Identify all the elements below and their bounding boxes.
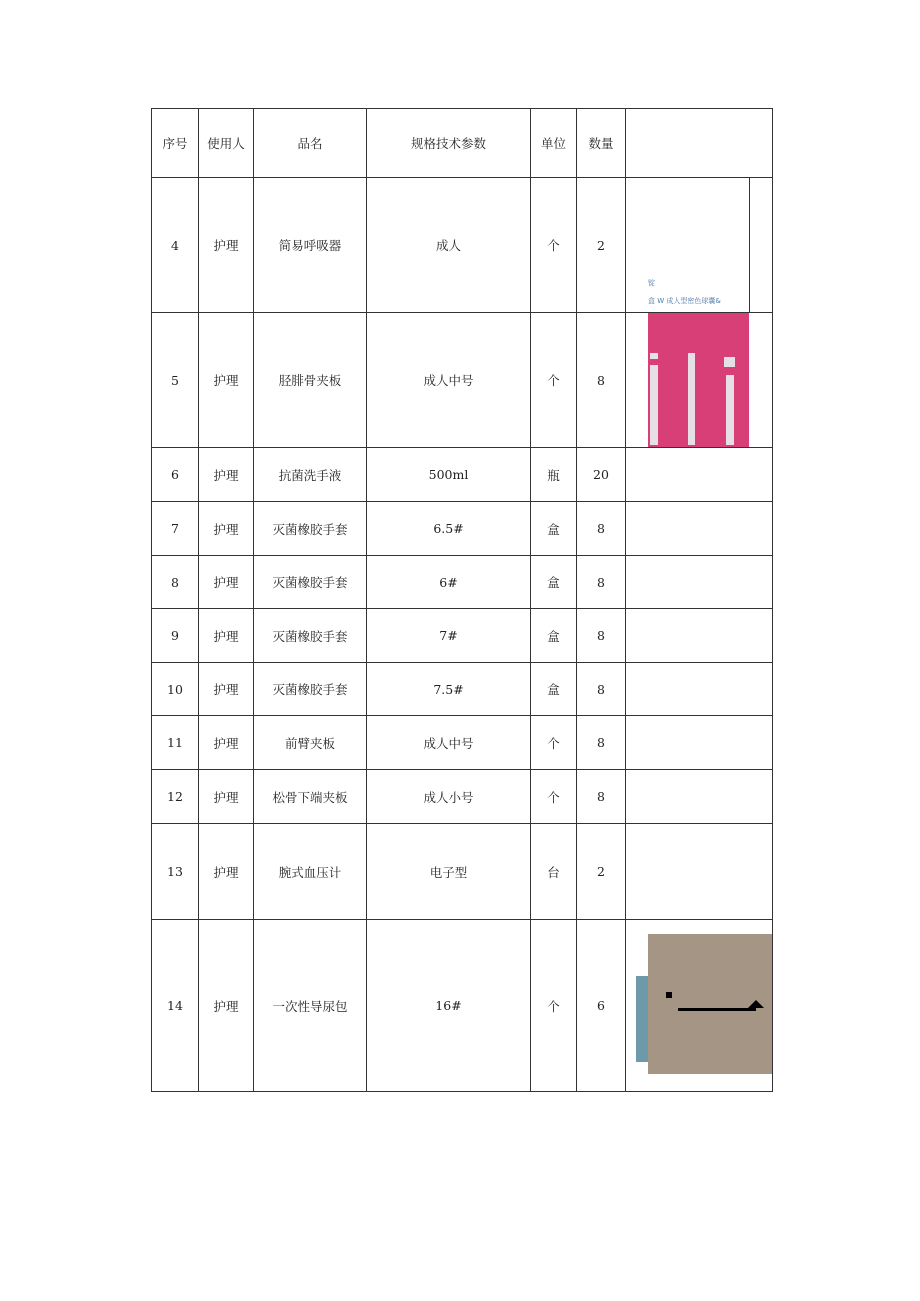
- cell-image: [626, 609, 773, 663]
- cell-qty: 8: [577, 502, 626, 556]
- cell-image: [626, 663, 773, 716]
- cell-index: 8: [152, 556, 199, 609]
- cell-index: 14: [152, 920, 199, 1092]
- table-row: [152, 313, 773, 448]
- cell-user: 护理: [199, 716, 254, 770]
- cell-unit: 瓶: [531, 448, 577, 502]
- table-row: [152, 920, 773, 1092]
- header-spec: 规格技术参数: [367, 109, 531, 178]
- cell-image: [626, 716, 773, 770]
- cell-name: 松骨下端夹板: [254, 770, 367, 824]
- cell-spec: 成人: [367, 178, 531, 313]
- cell-index: 10: [152, 663, 199, 716]
- cell-unit: 个: [531, 313, 577, 448]
- cell-qty: 6: [577, 920, 626, 1092]
- cell-image: [626, 556, 773, 609]
- kit-tube-tip: [748, 1000, 764, 1008]
- cell-user: 护理: [199, 824, 254, 920]
- cell-unit: 盒: [531, 609, 577, 663]
- cell-spec: 16#: [367, 920, 531, 1092]
- cell-index: 12: [152, 770, 199, 824]
- cell-user: 护理: [199, 770, 254, 824]
- cell-spec: 电子型: [367, 824, 531, 920]
- cell-qty: 8: [577, 556, 626, 609]
- cell-unit: 个: [531, 716, 577, 770]
- cell-index: 5: [152, 313, 199, 448]
- kit-side-panel: [636, 976, 648, 1062]
- table-row: [152, 663, 773, 716]
- cell-qty: 2: [577, 824, 626, 920]
- cell-qty: 8: [577, 716, 626, 770]
- cell-name: 灭菌橡胶手套: [254, 663, 367, 716]
- cell-spec: 成人中号: [367, 716, 531, 770]
- product-table: [151, 108, 773, 1092]
- cell-index: 7: [152, 502, 199, 556]
- cell-name: 灭菌橡胶手套: [254, 502, 367, 556]
- header-name: 品名: [254, 109, 367, 178]
- table-row: [152, 609, 773, 663]
- cell-index: 13: [152, 824, 199, 920]
- cell-spec: 6.5#: [367, 502, 531, 556]
- package-panel: [626, 178, 750, 312]
- splint-photo: [648, 313, 749, 447]
- kit-photo: [648, 934, 772, 1074]
- table-row: [152, 502, 773, 556]
- cell-user: 护理: [199, 920, 254, 1092]
- splint-image: [626, 313, 772, 447]
- cell-unit: 盒: [531, 556, 577, 609]
- cell-unit: 盒: [531, 663, 577, 716]
- cell-user: 护理: [199, 663, 254, 716]
- cell-user: 护理: [199, 448, 254, 502]
- cell-image: [626, 448, 773, 502]
- cell-name: 简易呼吸器: [254, 178, 367, 313]
- cell-unit: 盒: [531, 502, 577, 556]
- cell-unit: 个: [531, 920, 577, 1092]
- kit-mark: [666, 992, 672, 998]
- cell-spec: 500ml: [367, 448, 531, 502]
- cell-spec: 成人中号: [367, 313, 531, 448]
- table-row: [152, 556, 773, 609]
- kit-tube: [678, 1008, 756, 1011]
- cell-qty: 20: [577, 448, 626, 502]
- cell-spec: 6#: [367, 556, 531, 609]
- cell-spec: 7#: [367, 609, 531, 663]
- cell-unit: 台: [531, 824, 577, 920]
- splint-strip: [650, 365, 658, 445]
- package-small-text: 锭: [648, 279, 655, 287]
- cell-spec: 成人小号: [367, 770, 531, 824]
- header-row: [152, 109, 773, 178]
- splint-strip: [650, 353, 658, 359]
- cell-qty: 8: [577, 313, 626, 448]
- cell-qty: 8: [577, 609, 626, 663]
- cell-qty: 8: [577, 663, 626, 716]
- header-qty: 数量: [577, 109, 626, 178]
- cell-user: 护理: [199, 313, 254, 448]
- splint-strip: [724, 357, 735, 367]
- cell-name: 腕式血压计: [254, 824, 367, 920]
- cell-image: [626, 502, 773, 556]
- splint-strip: [726, 375, 734, 445]
- package-text: 盒 W 成人型密色球囊&: [648, 297, 721, 305]
- cell-image: [626, 824, 773, 920]
- cell-image: [626, 770, 773, 824]
- cell-index: 11: [152, 716, 199, 770]
- table-row: [152, 178, 773, 313]
- cell-image: [626, 313, 773, 448]
- header-index: 序号: [152, 109, 199, 178]
- cell-index: 9: [152, 609, 199, 663]
- cell-image: [626, 920, 773, 1092]
- cell-qty: 8: [577, 770, 626, 824]
- header-unit: 单位: [531, 109, 577, 178]
- cell-image: [626, 178, 773, 313]
- cell-user: 护理: [199, 609, 254, 663]
- cell-name: 灭菌橡胶手套: [254, 556, 367, 609]
- table-row: [152, 716, 773, 770]
- cell-name: 抗菌洗手液: [254, 448, 367, 502]
- catheter-kit-image: [626, 920, 772, 1091]
- cell-user: 护理: [199, 178, 254, 313]
- cell-index: 4: [152, 178, 199, 313]
- table-row: [152, 770, 773, 824]
- cell-unit: 个: [531, 770, 577, 824]
- table-row: [152, 824, 773, 920]
- cell-name: 灭菌橡胶手套: [254, 609, 367, 663]
- splint-strip: [688, 353, 695, 445]
- table-row: [152, 448, 773, 502]
- cell-user: 护理: [199, 556, 254, 609]
- respirator-package-image: [626, 178, 772, 312]
- cell-spec: 7.5#: [367, 663, 531, 716]
- header-user: 使用人: [199, 109, 254, 178]
- cell-name: 胫腓骨夹板: [254, 313, 367, 448]
- cell-name: 一次性导尿包: [254, 920, 367, 1092]
- cell-name: 前臂夹板: [254, 716, 367, 770]
- cell-unit: 个: [531, 178, 577, 313]
- cell-qty: 2: [577, 178, 626, 313]
- cell-user: 护理: [199, 502, 254, 556]
- header-image: [626, 109, 773, 178]
- cell-index: 6: [152, 448, 199, 502]
